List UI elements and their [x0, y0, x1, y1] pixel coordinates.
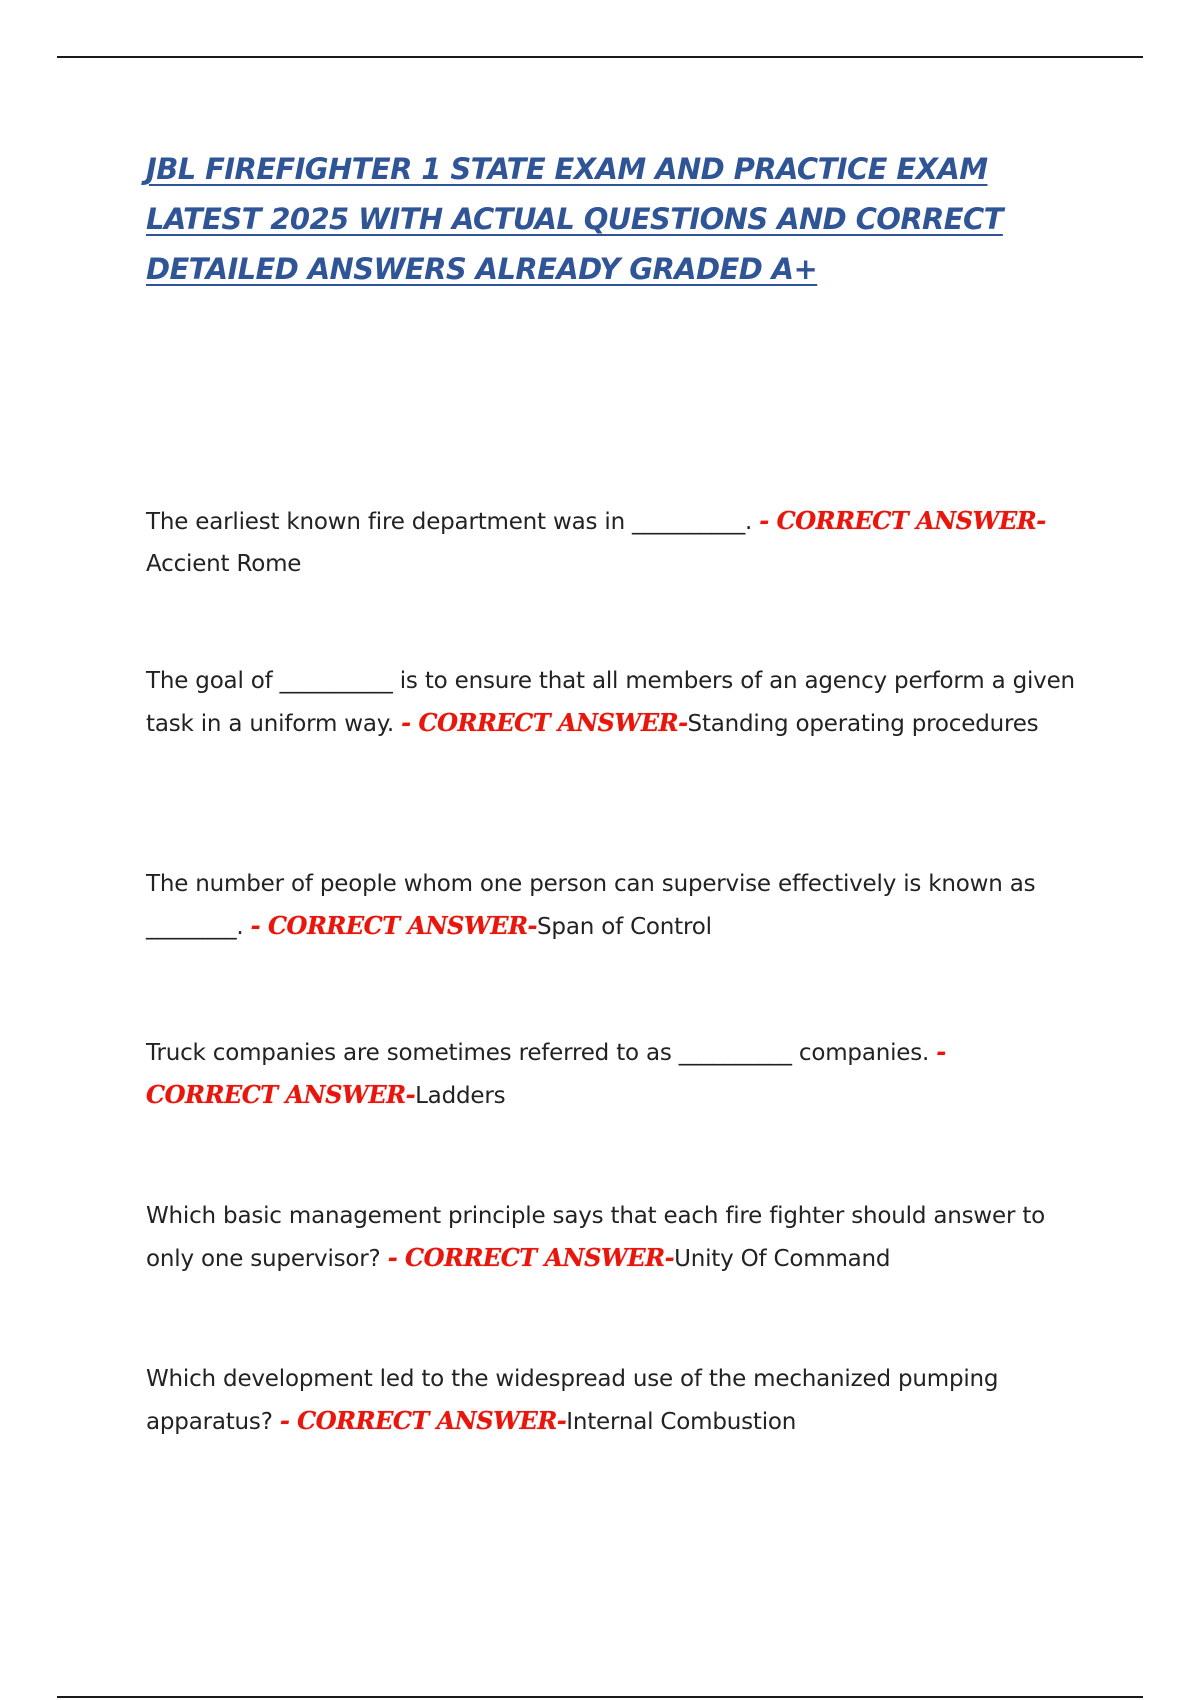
question-text: Which development led to the widespread use of the mechanized pumping apparatus? — [146, 1366, 999, 1435]
qa-item-4 — [146, 1031, 1076, 1117]
answer-text: Accient Rome — [146, 551, 302, 577]
correct-answer-marker: - CORRECT ANSWER- — [250, 911, 538, 940]
correct-answer-marker: - CORRECT ANSWER- — [759, 506, 1046, 535]
correct-answer-marker: - CORRECT ANSWER- — [387, 1243, 675, 1272]
question-text: The earliest known fire department was in __________. — [146, 509, 753, 535]
header-rule — [57, 56, 1143, 58]
document-title: JBL FIREFIGHTER 1 STATE EXAM AND PRACTICE EXAM LATEST 2025 WITH ACTUAL QUESTIONS AND CORRECT DETAILED ANSWERS ALREADY GRADED A+ — [146, 152, 1003, 286]
correct-answer-marker: - CORRECT ANSWER- — [279, 1406, 567, 1435]
footer-rule — [57, 1696, 1143, 1698]
question-text: Which basic management principle says that each fire fighter should answer to only one supervisor? — [146, 1203, 1046, 1272]
correct-answer-marker: - CORRECT ANSWER- — [401, 708, 688, 737]
question-text: The number of people whom one person can supervise effectively is known as ________. — [146, 871, 1036, 940]
answer-text: Unity Of Command — [674, 1246, 891, 1272]
answer-text: Internal Combustion — [566, 1409, 797, 1435]
qa-item-5 — [146, 1195, 1076, 1280]
qa-item-2 — [146, 660, 1076, 745]
qa-item-3 — [146, 863, 1076, 948]
question-text: Truck companies are sometimes referred to as __________ companies. — [146, 1040, 930, 1066]
answer-text: Ladders — [415, 1083, 506, 1109]
answer-text: Standing operating procedures — [687, 711, 1039, 737]
qa-item-1 — [146, 500, 1076, 585]
answer-text: Span of Control — [537, 914, 712, 940]
correct-answer-marker: - CORRECT ANSWER- — [146, 1037, 946, 1109]
question-text: The goal of __________ is to ensure that all members of an agency perform a given task in a uniform way. — [146, 668, 1075, 737]
qa-item-6 — [146, 1358, 1076, 1443]
